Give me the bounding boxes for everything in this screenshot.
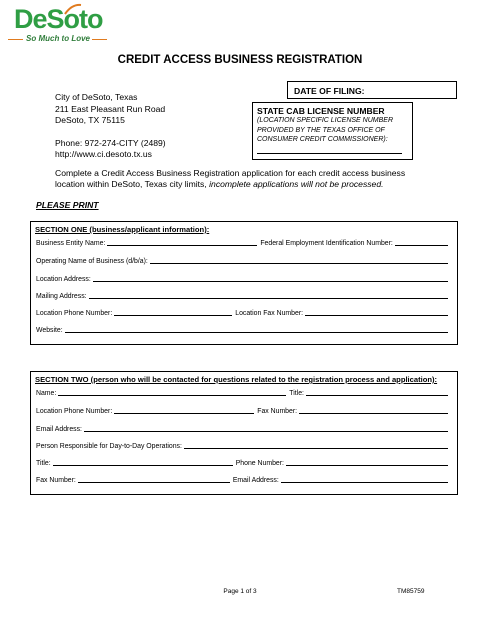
responsible-phone-label: Phone Number: (235, 460, 284, 467)
responsible-fax-label: Fax Number: (36, 477, 76, 484)
row-location-phone-fax (36, 310, 451, 317)
row-responsible-fax-email (36, 477, 451, 484)
contact-email-label: Email Address: (36, 426, 82, 433)
row-responsible-title-phone (36, 460, 451, 467)
row-responsible-person (36, 443, 451, 450)
row-contact-name (36, 390, 451, 397)
section-two-heading: SECTION TWO (person who will be contacted for questions related to the registration process and application): (35, 375, 438, 384)
contact-title-field[interactable] (306, 395, 448, 396)
date-of-filing-label: DATE OF FILING: (294, 86, 365, 96)
cab-license-title: STATE CAB LICENSE NUMBER (257, 106, 385, 116)
section-one (30, 221, 458, 345)
page-number: Page 1 of 3 (223, 588, 257, 595)
responsible-phone-field[interactable] (286, 465, 448, 466)
responsible-person-field[interactable] (184, 448, 448, 449)
row-business-name (36, 240, 451, 247)
mailing-address-field[interactable] (89, 298, 448, 299)
row-contact-email (36, 426, 451, 433)
contact-phone-field[interactable] (114, 413, 254, 414)
contact-name-label: Name: (36, 390, 57, 397)
row-location-address (36, 276, 451, 283)
website-label: Website: (36, 327, 63, 334)
business-entity-name-field[interactable] (107, 245, 257, 246)
intro-warning: incomplete applications will not be processed. (209, 179, 384, 189)
fein-label: Federal Employment Identification Number: (260, 240, 393, 247)
contact-phone-label: Location Phone Number: (36, 408, 113, 415)
responsible-title-label: Title: (36, 460, 51, 467)
cab-license-note: (LOCATION SPECIFIC LICENSE NUMBER PROVIDED BY THE TEXAS OFFICE OF CONSUMER CREDIT COMMISSIONER): (257, 117, 394, 143)
date-of-filing-field[interactable] (287, 81, 457, 99)
row-contact-phone-fax (36, 408, 451, 415)
section-two (30, 371, 458, 495)
website-field[interactable] (65, 332, 448, 333)
row-operating-name (36, 258, 451, 265)
responsible-email-field[interactable] (281, 482, 448, 483)
cab-license-field[interactable] (252, 102, 413, 160)
responsible-title-field[interactable] (53, 465, 233, 466)
city-street: 211 East Pleasant Run Road (55, 103, 166, 114)
intro-paragraph (55, 168, 435, 190)
operating-name-field[interactable] (150, 263, 448, 264)
row-mailing-address (36, 293, 451, 300)
logo-tagline: So Much to Love (26, 34, 90, 43)
location-fax-label: Location Fax Number: (235, 310, 304, 317)
fein-field[interactable] (395, 245, 448, 246)
row-website (36, 327, 451, 334)
contact-name-field[interactable] (58, 395, 286, 396)
business-entity-name-label: Business Entity Name: (36, 240, 106, 247)
location-phone-label: Location Phone Number: (36, 310, 113, 317)
cab-license-input-line[interactable] (257, 153, 402, 154)
tagline-rule-right (92, 39, 107, 40)
desoto-logo: DeSoto (14, 4, 103, 34)
contact-email-field[interactable] (84, 431, 448, 432)
location-address-field[interactable] (93, 281, 448, 282)
section-one-heading: SECTION ONE (business/applicant information): (35, 225, 210, 234)
responsible-email-label: Email Address: (232, 477, 279, 484)
responsible-person-label: Person Responsible for Day-to-Day Operations: (36, 443, 182, 450)
contact-fax-field[interactable] (299, 413, 448, 414)
intro-text: Complete a Credit Access Business Registration application for each credit access business location within DeSoto, Texas city limits, (55, 168, 406, 189)
location-fax-field[interactable] (305, 315, 448, 316)
location-address-label: Location Address: (36, 276, 91, 283)
contact-fax-label: Fax Number: (257, 408, 298, 415)
city-phone: Phone: 972-274-CITY (2489) (55, 137, 166, 148)
responsible-fax-field[interactable] (78, 482, 230, 483)
logo-swoosh-icon (64, 2, 82, 16)
form-code: TM85759 (397, 588, 425, 595)
operating-name-label: Operating Name of Business (d/b/a): (36, 258, 148, 265)
please-print-label: PLEASE PRINT (36, 200, 99, 210)
city-address-block (55, 92, 166, 161)
location-phone-field[interactable] (114, 315, 232, 316)
page-title: CREDIT ACCESS BUSINESS REGISTRATION (117, 54, 363, 66)
mailing-address-label: Mailing Address: (36, 293, 87, 300)
city-url[interactable]: http://www.ci.desoto.tx.us (55, 149, 152, 160)
city-zip: DeSoto, TX 75115 (55, 115, 125, 126)
contact-title-label: Title: (289, 390, 304, 397)
tagline-rule-left (8, 39, 23, 40)
city-name: City of DeSoto, Texas (55, 92, 138, 102)
